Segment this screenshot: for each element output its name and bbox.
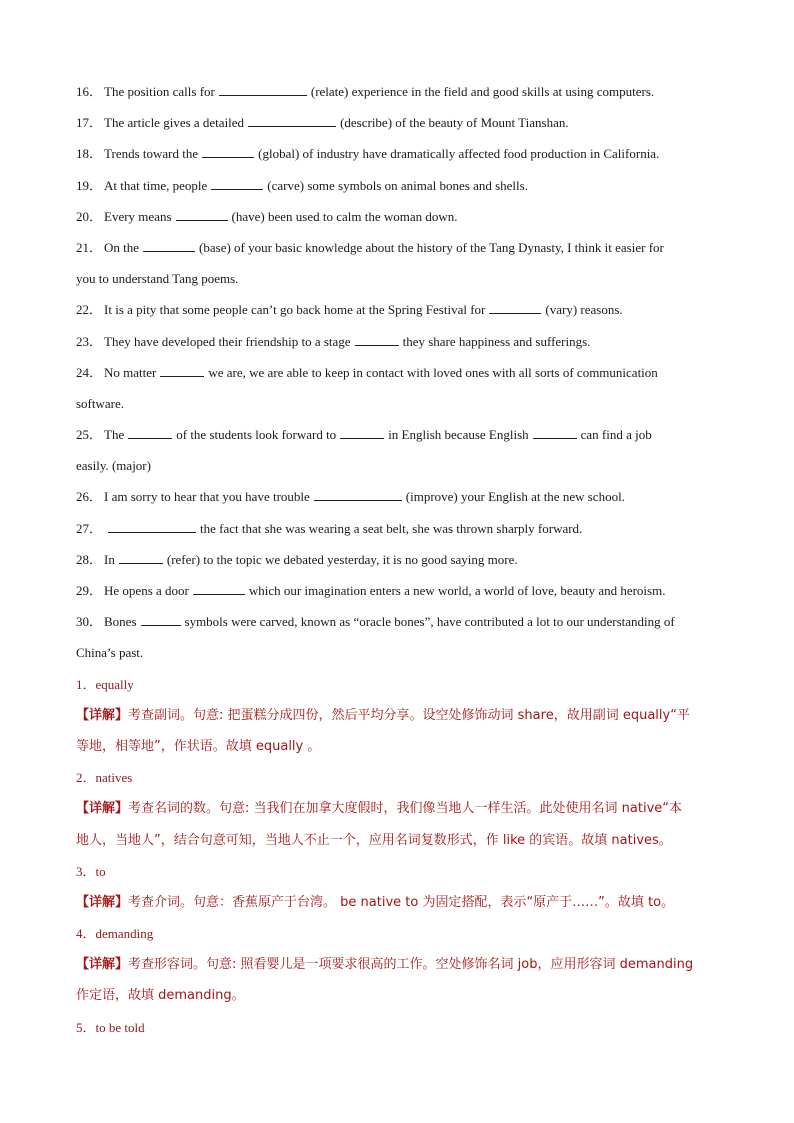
question-text: the fact that she was wearing a seat belt, she was thrown sharply forward.: [200, 520, 583, 536]
detail-text: 考查副词。句意: 把蛋糕分成四份，然后平均分享。设空处修饰动词 share，故用副词 equally“平: [128, 707, 690, 723]
question-text: (carve) some symbols on animal bones and shells.: [267, 177, 528, 193]
question-17: [76, 107, 718, 138]
answer-blank: [141, 613, 181, 626]
answer-2-detail: [76, 793, 718, 824]
detail-text: 考查介词。句意：香蕉原产于台湾。 be native to 为固定搭配，表示“原产于……”。故填 to。: [128, 894, 675, 910]
question-number: 16．: [76, 84, 103, 99]
question-number: 30．: [76, 614, 103, 630]
detail-text: 考查形容词。句意: 照看婴儿是一项要求很高的工作。空处修饰名词 job，应用形容词 demanding: [128, 957, 694, 973]
question-text: in English because English: [388, 427, 529, 443]
answer-2-label: 2．natives: [76, 770, 133, 786]
answer-blank: [128, 426, 172, 439]
question-text: you to understand Tang poems.: [76, 271, 239, 287]
detail-text: 地人，当地人”，结合句意可知，当地人不止一个，应用名词复数形式，作 like 的宾语。故填 natives。: [76, 832, 672, 848]
question-number: 20．: [76, 208, 103, 224]
answer-blank: [211, 177, 263, 190]
question-number: 24．: [76, 364, 103, 380]
answer-4-detail-continued: [76, 980, 718, 1011]
question-text: The position calls for: [104, 84, 215, 99]
detail-tag: 【详解】: [76, 894, 129, 910]
detail-text: 作定语，故填 demanding。: [76, 988, 245, 1004]
question-text: He opens a door: [104, 583, 189, 598]
question-number: 25．: [76, 427, 103, 443]
detail-tag: 【详解】: [76, 801, 129, 817]
question-text: we are, we are able to keep in contact with loved ones with all sorts of communication: [208, 364, 658, 380]
detail-text: 考查名词的数。句意: 当我们在加拿大度假时，我们像当地人一样生活。此处使用名词 native“本: [128, 801, 683, 817]
answer-blank: [176, 208, 228, 221]
question-text: (have) been used to calm the woman down.: [231, 208, 458, 224]
detail-text: 等地，相等地”，作状语。故填 equally 。: [76, 738, 321, 754]
question-text: It is a pity that some people can’t go back home at the Spring Festival for: [104, 302, 486, 318]
question-text: (relate) experience in the field and good skills at using computers.: [310, 84, 655, 99]
question-21: [76, 232, 718, 263]
question-16: [76, 76, 718, 107]
question-text: (vary) reasons.: [545, 302, 623, 318]
question-text: easily. (major): [76, 458, 151, 474]
answer-blank: [248, 114, 336, 127]
answer-1-detail-continued: [76, 731, 718, 762]
question-text: China’s past.: [76, 645, 144, 661]
question-text: (describe) of the beauty of Mount Tianshan.: [340, 115, 569, 131]
answer-blank: [160, 364, 204, 377]
question-text: (base) of your basic knowledge about the history of the Tang Dynasty, I think it easier for: [199, 239, 664, 255]
question-text: (improve) your English at the new school.: [405, 489, 625, 505]
question-text: The: [104, 427, 125, 443]
question-30-continued: [76, 637, 718, 668]
answer-blank: [340, 426, 384, 439]
answer-1-label: 1．equally: [76, 676, 134, 692]
question-25-continued: [76, 450, 718, 481]
question-number: 18．: [76, 146, 103, 162]
question-text: which our imagination enters a new world, a world of love, beauty and heroism.: [248, 583, 666, 598]
question-text: Every means: [104, 208, 172, 224]
question-22: [76, 294, 718, 325]
answer-1-detail: [76, 700, 718, 731]
question-27: [76, 513, 718, 544]
question-text: Trends toward the: [104, 146, 199, 162]
question-24: [76, 357, 718, 388]
question-number: 23．: [76, 333, 103, 349]
question-number: 21．: [76, 239, 103, 255]
question-number: 19．: [76, 177, 103, 193]
question-28: [76, 544, 718, 575]
question-text: (global) of industry have dramatically affected food production in California.: [258, 146, 660, 162]
answer-blank: [489, 301, 541, 314]
question-21-continued: [76, 263, 718, 294]
answer-3-label: 3．to: [76, 863, 106, 879]
answer-blank: [202, 145, 254, 158]
answer-3-detail: [76, 887, 718, 918]
exercise-content: [76, 76, 718, 1043]
question-text: The article gives a detailed: [104, 115, 245, 131]
question-24-continued: [76, 388, 718, 419]
answer-blank: [314, 488, 402, 501]
answer-blank: [219, 83, 307, 96]
question-23: [76, 326, 718, 357]
question-text: (refer) to the topic we debated yesterday, it is no good saying more.: [166, 551, 518, 567]
question-number: 29．: [76, 583, 103, 598]
detail-tag: 【详解】: [76, 707, 129, 723]
question-25: [76, 419, 718, 450]
question-text: they share happiness and sufferings.: [402, 333, 591, 349]
question-text: At that time, people: [104, 177, 208, 193]
question-number: 17．: [76, 115, 103, 131]
answer-4-label: 4．demanding: [76, 926, 154, 942]
answer-4-detail: [76, 949, 718, 980]
question-text: Bones: [104, 614, 137, 630]
question-number: 26．: [76, 489, 103, 505]
answer-2-detail-continued: [76, 825, 718, 856]
question-text: I am sorry to hear that you have trouble: [104, 489, 310, 505]
answer-blank: [119, 551, 163, 564]
question-text: On the: [104, 239, 140, 255]
question-text: No matter: [104, 364, 157, 380]
answer-blank: [108, 520, 196, 533]
question-18: [76, 138, 718, 169]
answer-5-label: 5．to be told: [76, 1019, 145, 1035]
question-text: software.: [76, 395, 125, 411]
question-number: 22．: [76, 302, 103, 318]
answer-blank: [193, 582, 245, 595]
question-text: symbols were carved, known as “oracle bones”, have contributed a lot to our understanding of: [184, 614, 675, 630]
question-26: [76, 481, 718, 512]
question-text: of the students look forward to: [176, 427, 337, 443]
question-text: In: [104, 551, 115, 567]
question-text: They have developed their friendship to a stage: [104, 333, 351, 349]
answer-blank: [533, 426, 577, 439]
question-29: [76, 575, 718, 606]
question-19: [76, 170, 718, 201]
question-20: [76, 201, 718, 232]
detail-tag: 【详解】: [76, 957, 129, 973]
question-text: can find a job: [580, 427, 652, 443]
question-number: 28．: [76, 551, 103, 567]
answer-blank: [143, 239, 195, 252]
answer-blank: [355, 333, 399, 346]
question-number: 27．: [76, 520, 103, 536]
question-30: [76, 606, 718, 637]
